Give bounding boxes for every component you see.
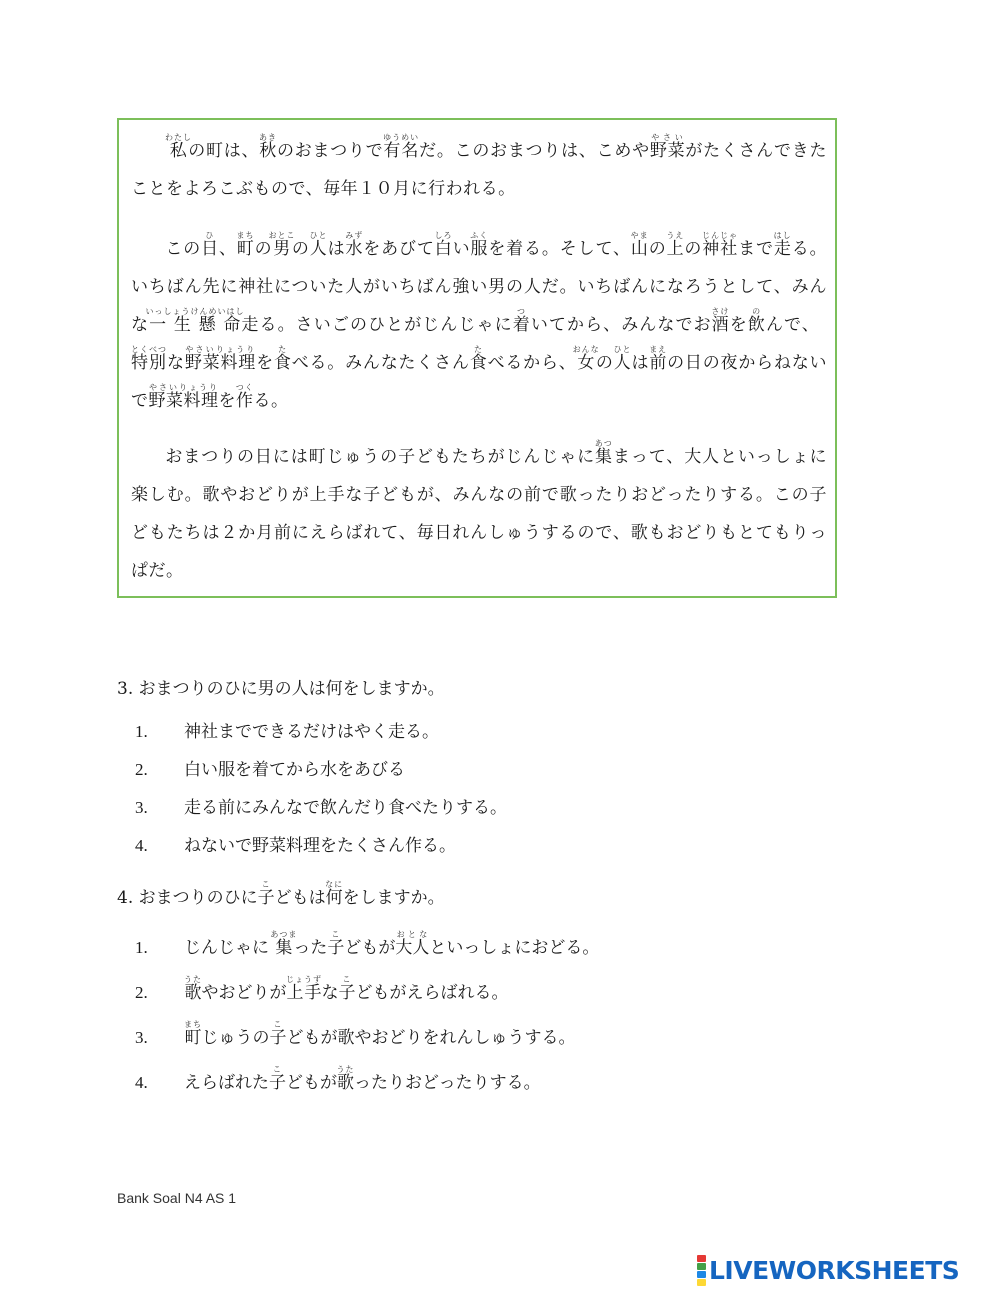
ruby-word: 人ひと — [309, 231, 328, 259]
footer-note: Bank Soal N4 AS 1 — [117, 1190, 237, 1206]
question-4-option-4[interactable]: 4. えらばれた子こどもが歌うたったりおどったりする。 — [135, 1065, 541, 1093]
ruby-word: 野菜料理やさいりょうり — [148, 383, 219, 411]
question-4-title: 4. おまつりのひに子こどもは何なにをしますか。 — [117, 880, 445, 908]
ruby-word: 女おんな — [572, 345, 600, 373]
ruby-word: 秋あき — [258, 133, 277, 161]
paragraph-2: この日ひ、町まちの男おとこの人ひとは水みずをあびて白しろい服ふくを着る。そして、山やまの上うえの神社じんじゃまで走はしる。いちばん先に神社についた人がいちばん強い男の人だ。いちばんになろうとして、みんな一生懸命いっしょうけんめいはし走る。さいごのひとがじんじゃに着ついてから、みんなでお酒さけを飲のんで、特別とくべつな野菜料理やさいりょうりを食たべる。みんなたくさん食たべるから、女おんなの人ひとは前まえの日の夜からねないで野菜料理やさいりょうりを作つくる。 — [131, 231, 828, 411]
ruby-word: 野菜やさい — [649, 133, 686, 161]
question-3 — [117, 674, 507, 856]
ruby-word: 食た — [469, 345, 488, 373]
ruby-word: 有名ゆうめい — [383, 133, 420, 161]
ruby-word: 着つ — [512, 307, 531, 335]
ruby-word: 水みず — [345, 231, 364, 259]
ruby-word: 集あつ — [594, 439, 613, 467]
ruby-word: 日ひ — [201, 231, 219, 259]
question-4-option-1[interactable]: 1. じんじゃに 集あつまった子こどもが大人おとなといっしょにおどる。 — [135, 930, 600, 958]
question-4-option-2[interactable]: 2. 歌うたやおどりが上手じょうずな子こどもがえらばれる。 — [135, 975, 509, 1003]
ruby-word: 神社じんじゃ — [702, 231, 739, 259]
ruby-word: 人ひと — [613, 345, 632, 373]
ruby-word: 酒さけ — [711, 307, 730, 335]
logo-mark-icon — [697, 1255, 706, 1286]
paragraph-3: おまつりの日には町じゅうの子どもたちがじんじゃに集あつまって、大人といっしょに楽しむ。歌やおどりが上手な子どもが、みんなの前で歌ったりおどったりする。この子どもたちは２か月前にえらばれて、毎日れんしゅうするので、歌もおどりもとてもりっぱだ。 — [131, 439, 827, 581]
logo-text: LIVEWORKSHEETS — [709, 1256, 960, 1285]
question-3-option-2[interactable]: 2. 白い服を着てから水をあびる — [135, 760, 405, 780]
ruby-word: 飲の — [747, 307, 766, 335]
question-3-option-4[interactable]: 4. ねないで野菜料理をたくさん作る。 — [135, 836, 456, 856]
ruby-word: 服ふく — [470, 231, 489, 259]
question-3-title: 3. おまつりのひに男の人は何をしますか。 — [117, 679, 445, 699]
ruby-word: 白しろ — [434, 231, 453, 259]
ruby-word: 食た — [273, 345, 292, 373]
ruby-word: 野菜料理やさいりょうり — [184, 345, 257, 373]
ruby-word: 男おとこ — [268, 231, 296, 259]
question-4-options — [117, 913, 599, 1093]
question-4-option-3[interactable]: 3. 町まちじゅうの子こどもが歌やおどりをれんしゅうする。 — [135, 1020, 576, 1048]
ruby-word: 山やま — [630, 231, 649, 259]
question-3-option-1[interactable]: 1. 神社までできるだけはやく走る。 — [135, 722, 439, 742]
ruby-word: 一生懸命いっしょうけんめいはし — [145, 307, 245, 335]
ruby-word: 上うえ — [666, 231, 685, 259]
ruby-word: 私わたし — [165, 133, 192, 161]
reading-passage-box — [117, 118, 837, 598]
paragraph-1: 私わたしの町は、秋あきのおまつりで有名ゆうめいだ。このおまつりは、こめや野菜やさいがたくさんできたことをよろこぶもので、毎年１０月に行われる。 — [131, 133, 828, 199]
question-4 — [117, 880, 599, 1093]
ruby-word: 作つく — [235, 383, 254, 411]
liveworksheets-logo — [697, 1255, 959, 1286]
ruby-word: 前まえ — [649, 345, 668, 373]
ruby-word: 特別とくべつ — [131, 345, 167, 373]
ruby-word: 町まち — [236, 231, 255, 259]
question-3-options — [117, 704, 507, 856]
question-3-option-3[interactable]: 3. 走る前にみんなで飲んだり食べたりする。 — [135, 798, 507, 818]
ruby-word: 走はし — [773, 231, 792, 259]
